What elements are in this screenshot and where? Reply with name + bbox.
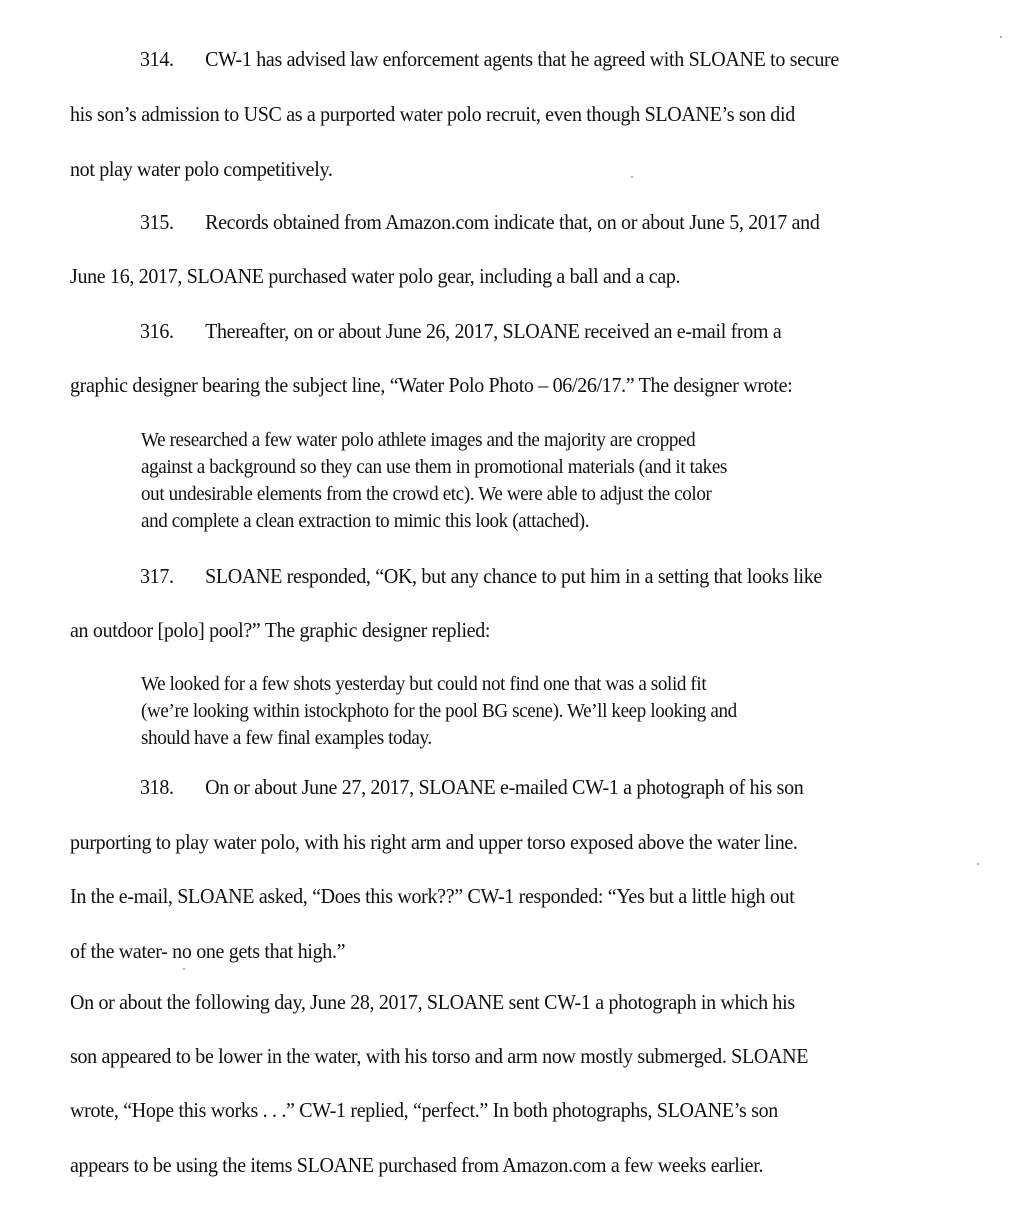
paragraph-number: 315. xyxy=(140,210,174,234)
scan-speck xyxy=(631,176,633,178)
scan-speck xyxy=(977,863,979,865)
text-line: purporting to play water polo, with his right arm and upper torso exposed above the water line. xyxy=(70,830,798,854)
text-line: not play water polo competitively. xyxy=(70,157,333,181)
quote-line: We researched a few water polo athlete images and the majority are cropped xyxy=(141,429,696,451)
quote-line: We looked for a few shots yesterday but could not find one that was a solid fit xyxy=(141,673,707,695)
text-line: 316. Thereafter, on or about June 26, 2017, SLOANE received an e-mail from a xyxy=(140,319,782,343)
text-line: In the e-mail, SLOANE asked, “Does this work??” CW-1 responded: “Yes but a little high out xyxy=(70,884,795,908)
quote-line: against a background so they can use them in promotional materials (and it takes xyxy=(141,456,727,478)
text-line: 317. SLOANE responded, “OK, but any chance to put him in a setting that looks like xyxy=(140,564,822,588)
paragraph-number: 318. xyxy=(140,775,174,799)
scan-speck xyxy=(1000,36,1002,38)
text-line: On or about the following day, June 28, 2017, SLOANE sent CW-1 a photograph in which his xyxy=(70,990,795,1014)
paragraph-number: 317. xyxy=(140,564,174,588)
text-line: of the water- no one gets that high.” xyxy=(70,939,346,963)
paragraph-number: 314. xyxy=(140,47,174,71)
quote-line: should have a few final examples today. xyxy=(141,727,432,749)
text-line: graphic designer bearing the subject line, “Water Polo Photo – 06/26/17.” The designer wrote: xyxy=(70,373,793,397)
quote-line: and complete a clean extraction to mimic this look (attached). xyxy=(141,510,590,532)
text-line: 315. Records obtained from Amazon.com indicate that, on or about June 5, 2017 and xyxy=(140,210,820,234)
text-line: wrote, “Hope this works . . .” CW-1 replied, “perfect.” In both photographs, SLOANE’s son xyxy=(70,1098,778,1122)
text-line: 314. CW-1 has advised law enforcement agents that he agreed with SLOANE to secure xyxy=(140,47,839,71)
text-line: 318. On or about June 27, 2017, SLOANE e-mailed CW-1 a photograph of his son xyxy=(140,775,804,799)
text-line: son appeared to be lower in the water, with his torso and arm now mostly submerged. SLOANE xyxy=(70,1044,809,1068)
text-line: his son’s admission to USC as a purported water polo recruit, even though SLOANE’s son did xyxy=(70,102,795,126)
text-line: June 16, 2017, SLOANE purchased water polo gear, including a ball and a cap. xyxy=(70,264,681,288)
text-line: an outdoor [polo] pool?” The graphic designer replied: xyxy=(70,618,491,642)
quote-line: out undesirable elements from the crowd etc). We were able to adjust the color xyxy=(141,483,712,505)
text-line: appears to be using the items SLOANE purchased from Amazon.com a few weeks earlier. xyxy=(70,1153,764,1177)
scan-speck xyxy=(183,968,185,970)
quote-line: (we’re looking within istockphoto for the pool BG scene). We’ll keep looking and xyxy=(141,700,737,722)
paragraph-number: 316. xyxy=(140,319,174,343)
